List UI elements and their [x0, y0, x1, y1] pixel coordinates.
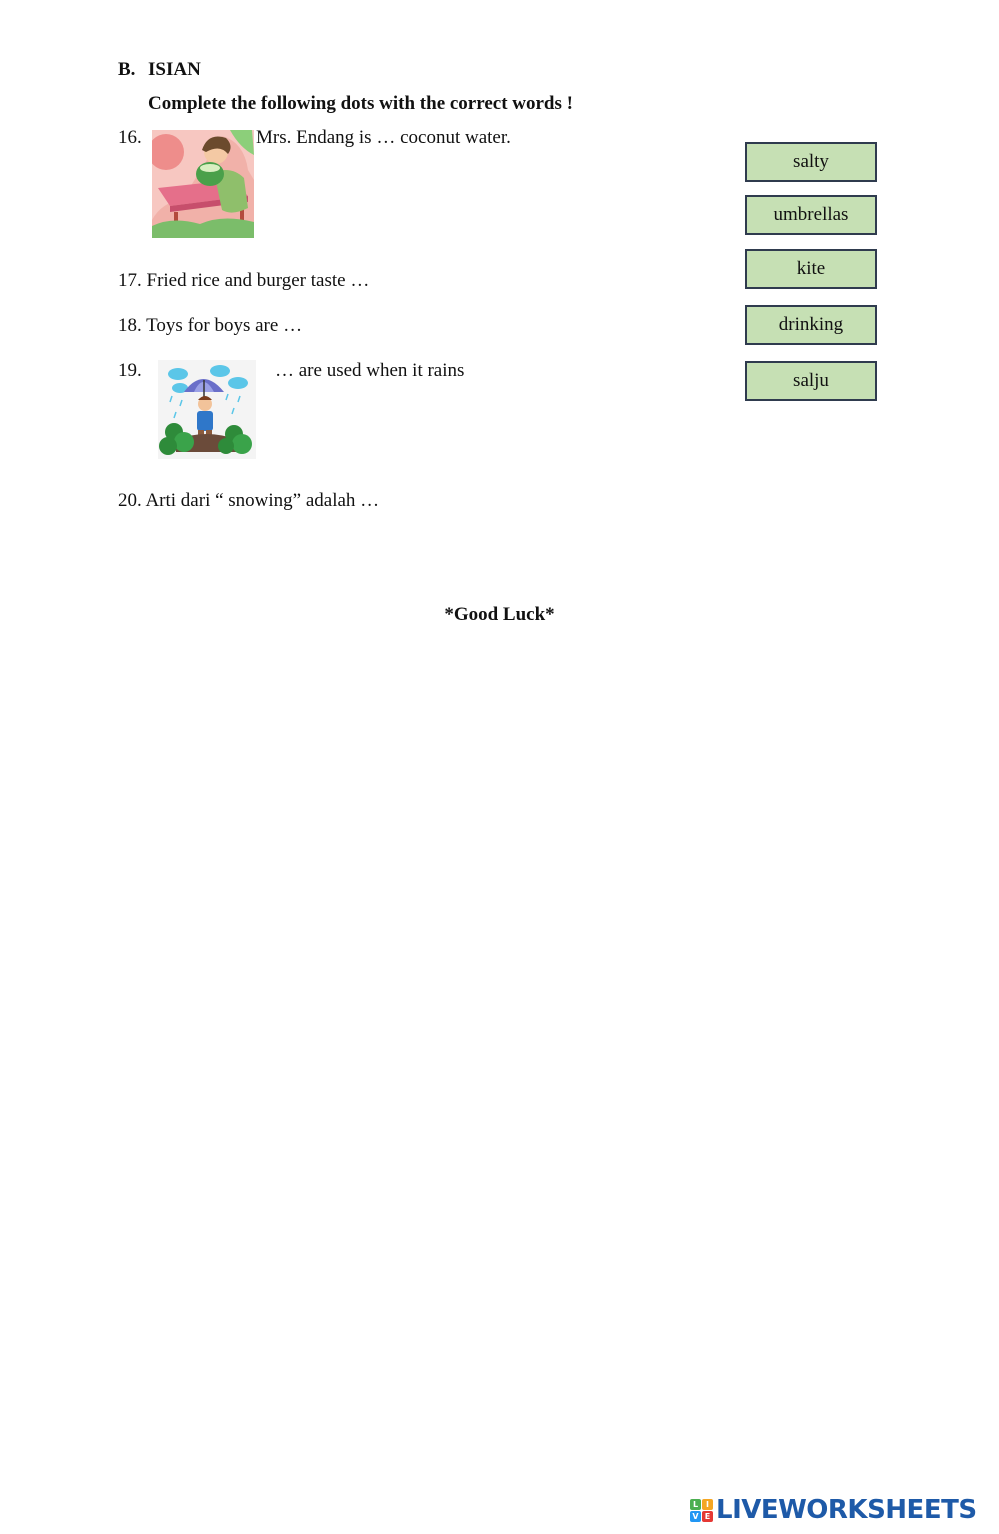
instructions: Complete the following dots with the correct words !	[148, 93, 573, 114]
brand-name: LIVEWORKSHEETS	[716, 1495, 977, 1525]
liveworksheets-logo-icon: L I V E	[690, 1499, 713, 1522]
question-16-text: Mrs. Endang is … coconut water.	[256, 127, 511, 148]
word-bank-option[interactable]: salty	[745, 142, 877, 182]
section-title: ISIAN	[148, 59, 201, 80]
question-19-number: 19.	[118, 360, 142, 381]
question-20-text: 20. Arti dari “ snowing” adalah …	[118, 490, 380, 511]
question-17-text: 17. Fried rice and burger taste …	[118, 270, 370, 291]
word-bank-option[interactable]: umbrellas	[745, 195, 877, 235]
question-19-text: … are used when it rains	[275, 360, 465, 381]
boy-with-umbrella-in-rain-illustration	[158, 360, 256, 459]
liveworksheets-logo[interactable]	[690, 1495, 977, 1525]
word-bank-option[interactable]: drinking	[745, 305, 877, 345]
closing-message: *Good Luck*	[444, 604, 555, 625]
word-bank-option[interactable]: kite	[745, 249, 877, 289]
question-16-number: 16.	[118, 127, 142, 148]
question-18-text: 18. Toys for boys are …	[118, 315, 303, 336]
section-letter: B.	[118, 59, 136, 80]
word-bank-option[interactable]: salju	[745, 361, 877, 401]
woman-drinking-coconut-illustration	[152, 130, 254, 238]
